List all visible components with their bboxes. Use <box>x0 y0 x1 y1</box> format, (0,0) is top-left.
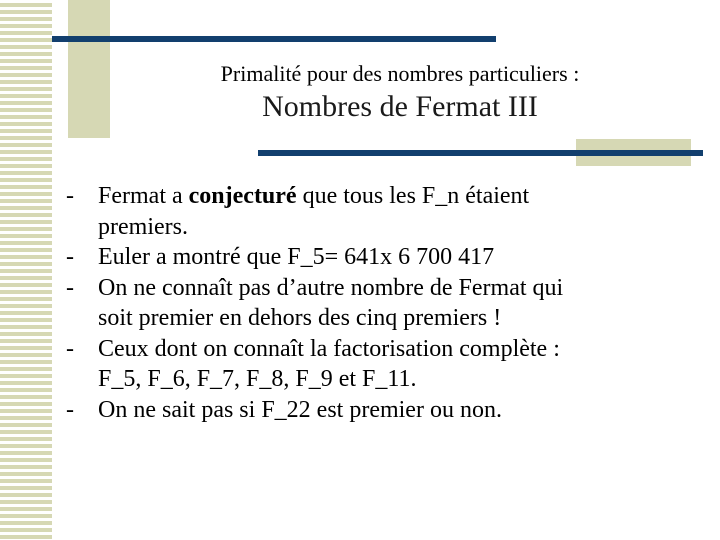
bullet-item <box>0 181 720 242</box>
top-rule <box>52 36 496 42</box>
bullet-text: que tous les F_n étaient <box>296 183 530 209</box>
slide-title: Nombres de Fermat III <box>262 90 538 123</box>
bullet-line: soit premier en dehors des cinq premiers ! <box>98 305 502 331</box>
bullet-dash: - <box>66 244 74 270</box>
bullet-line: premiers. <box>98 213 188 240</box>
bullet-line: On ne sait pas si F_22 est premier ou non. <box>98 396 502 423</box>
bullet-dash: - <box>66 396 74 423</box>
bullet-line <box>98 181 720 212</box>
bullet-item <box>0 395 720 426</box>
bullet-item <box>0 334 720 395</box>
bullet-text: Fermat a <box>98 183 189 209</box>
bullet-line: On ne connaît pas d’autre nombre de Fermat qui <box>98 274 564 301</box>
bullet-item <box>0 242 720 273</box>
bottom-rule <box>258 150 703 156</box>
bullet-list <box>0 181 720 425</box>
slide-subtitle: Primalité pour des nombres particuliers : <box>220 61 580 86</box>
bullet-item <box>0 273 720 334</box>
bullet-dash: - <box>66 183 74 209</box>
decorative-block-top <box>68 0 110 138</box>
bullet-line: F_5, F_6, F_7, F_8, F_9 et F_11. <box>98 366 417 392</box>
bullet-line: Euler a montré que F_5= 641x 6 700 417 <box>98 244 495 270</box>
bullet-dash: - <box>66 335 74 362</box>
bullet-dash: - <box>66 274 74 301</box>
bullet-line: Ceux dont on connaît la factorisation complète : <box>98 335 560 362</box>
emphasis-text: conjecturé <box>188 183 297 209</box>
